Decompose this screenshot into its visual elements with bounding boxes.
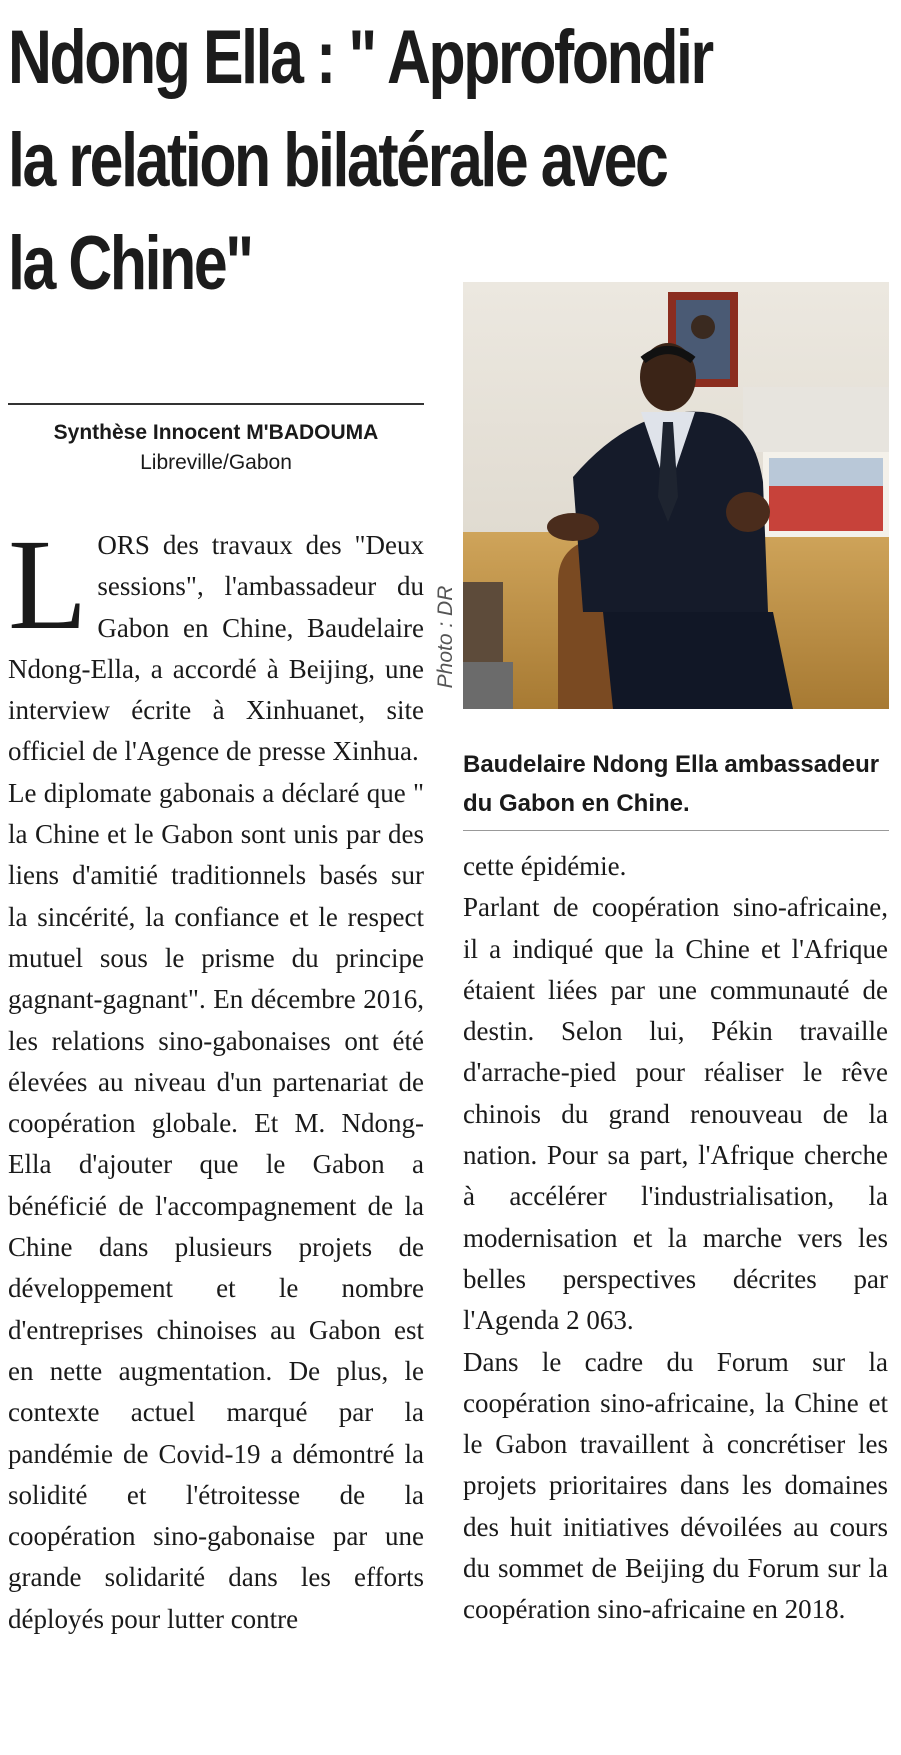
paragraph	[8, 513, 424, 773]
paragraph: Dans le cadre du Forum sur la coopération sino-africaine, la Chine et le Gabon travaillent à concrétiser les projets prioritaires dans les domaines des huit initiatives dévoilées au cours du sommet de Beijing du Forum sur la coopération sino-africaine en 2018.	[463, 1346, 888, 1625]
headline: Ndong Ella : " Approfondir la relation bilatérale avec la Chine"	[8, 15, 712, 306]
photo-caption: Baudelaire Ndong Ella ambassadeur du Gabon en Chine.	[463, 751, 880, 817]
byline-place: Libreville/Gabon	[140, 451, 292, 474]
paragraph: Parlant de coopération sino-africaine, il a indiqué que la Chine et l'Afrique étaient liées par une communauté de destin. Selon lui, Pékin travaille d'arrache-pied pour réaliser le rêve chinois du grand renouveau de la nation. Pour sa part, l'Afrique cherche à accélérer l'industrialisation, la modernisation et la marche vers les belles perspectives décrites par l'Agenda 2 063.	[463, 892, 888, 1336]
paragraph: Le diplomate gabonais a déclaré que " la Chine et le Gabon sont unis par des liens d'amitié traditionnels basés sur la sincérité, la confiance et le respect mutuel sous le prisme du principe gagnant-gagnant". En décembre 2016, les relations sino-gabonaises ont été élevées au niveau d'un partenariat de coopération globale. Et M. Ndong-Ella d'ajouter que le Gabon a bénéficié de l'accompagnement de la Chine dans plusieurs projets de développement et le nombre d'entreprises chinoises au Gabon est en nette augmentation. De plus, le contexte actuel marqué par la pandémie de Covid-19 a démontré la solidité et l'étroitesse de la coopération sino-gabonaise par une grande solidarité dans les efforts déployés pour lutter contre	[8, 777, 424, 1634]
drop-cap: L	[8, 513, 88, 657]
article-column-2	[463, 846, 888, 1631]
byline	[8, 418, 424, 478]
byline-rule	[8, 403, 424, 405]
photo-credit-text: Photo : DR	[434, 585, 457, 689]
paragraph-text: ORS des travaux des "Deux sessions", l'ambassadeur du Gabon en Chine, Baudelaire Ndong-Ella, a accordé à Beijing, une interview écrite à Xinhuanet, site officiel de l'Agence de presse Xinhua.	[8, 530, 424, 767]
ambassador-photo	[463, 282, 889, 709]
photo-credit	[426, 555, 466, 715]
byline-author: Synthèse Innocent M'BADOUMA	[53, 421, 379, 444]
paragraph: cette épidémie.	[463, 851, 627, 881]
article-column-1	[8, 513, 424, 1640]
caption-rule	[463, 830, 889, 831]
